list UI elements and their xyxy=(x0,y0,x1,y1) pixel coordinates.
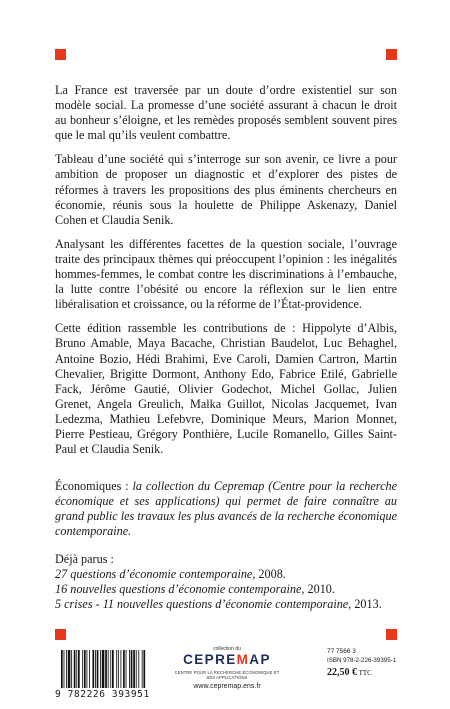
price: 22,50 € TTC xyxy=(327,667,372,678)
collection-prefix: Économiques : xyxy=(55,479,133,494)
publisher-subtitle: CENTRE POUR LA RECHERCHE ÉCONOMIQUE ET SES APPLICATIONS xyxy=(174,670,280,680)
barcode-bars xyxy=(61,650,173,690)
already-item: 16 nouvelles questions d’économie contemporaine, 2010. xyxy=(55,581,335,596)
already-item: 5 crises - 11 nouvelles questions d’économie contemporaine, 2013. xyxy=(55,596,382,611)
already-item: 27 questions d’économie contemporaine, 2008. xyxy=(55,566,286,581)
already-heading: Déjà parus : xyxy=(55,551,114,566)
collection-text: la collection du Cepremap (Centre pour la recherche économique et ses applications) qui permet de faire connaître au grand public les travaux les plus avancés de la recherche économique contemporaine. xyxy=(55,479,398,539)
corner-square-top-right xyxy=(386,49,397,60)
cepremap-logo: CEPREMAP xyxy=(183,652,271,667)
paragraph-intro: La France est traversée par un doute d’ordre existentiel sur son modèle social. La promesse d’une société assurant à chacun le droit au bonheur s’éloigne, et les remèdes proposés semblent souvent pires que le mal qu’ils veulent combattre. xyxy=(55,83,397,143)
barcode xyxy=(55,650,175,700)
blurb-text xyxy=(55,83,397,621)
already-published xyxy=(55,552,397,612)
corner-square-bottom-left xyxy=(55,629,66,640)
paragraph-contributors: Cette édition rassemble les contributions de : Hippolyte d’Albis, Bruno Amable, Maya Bacache, Christian Baudelot, Luc Behaghel, Antoine Bozio, Hédi Brahimi, Eve Caroli, Damien Cartron, Martin Chevalier, Brigitte Dormont, Anthony Edo, Fabrice Etilé, Gabrielle Fack, Jérôme Gautié, Olivier Godechot, Michel Gollac, Julien Grenet, Angela Greulich, Malka Guillot, Nicolas Jacquemet, Ivan Ledezma, Mathieu Lefebvre, Dominique Meurs, Marion Monnet, Pierre Pestieau, Grégory Ponthière, Lucile Romanello, Gilles Saint-Paul et Claudia Senik. xyxy=(55,321,397,457)
paragraph-ambition: Tableau d’une société qui s’interroge sur son avenir, ce livre a pour ambition de proposer un diagnostic et d’explorer des pistes de réformes à travers les propositions des plus éminents chercheurs en économie, réunis sous la houlette de Philippe Askenazy, Daniel Cohen et Claudia Senik. xyxy=(55,152,397,227)
collection-description xyxy=(55,479,397,539)
paragraph-themes: Analysant les différentes facettes de la question sociale, l’ouvrage traite des principaux thèmes qui préoccupent l’opinion : les inégalités hommes-femmes, le combat contre les discriminations à l’embauche, la lutte contre l’obésité ou encore la réflexion sur le lien entre libéralisation et croissance, ou la réforme de l’État-providence. xyxy=(55,236,397,312)
barcode-digits: 9 782226 393951 xyxy=(55,689,150,700)
corner-square-bottom-right xyxy=(386,629,397,640)
price-block xyxy=(327,647,407,680)
publisher-logo-block xyxy=(172,646,282,690)
isbn: ISBN 978-2-226-39395-1 xyxy=(327,657,397,664)
corner-square-top-left xyxy=(55,49,66,60)
publisher-url: www.cepremap.ens.fr xyxy=(193,683,261,690)
collection-label: collection du xyxy=(213,646,241,652)
product-code: 77 7566 3 xyxy=(327,648,356,655)
